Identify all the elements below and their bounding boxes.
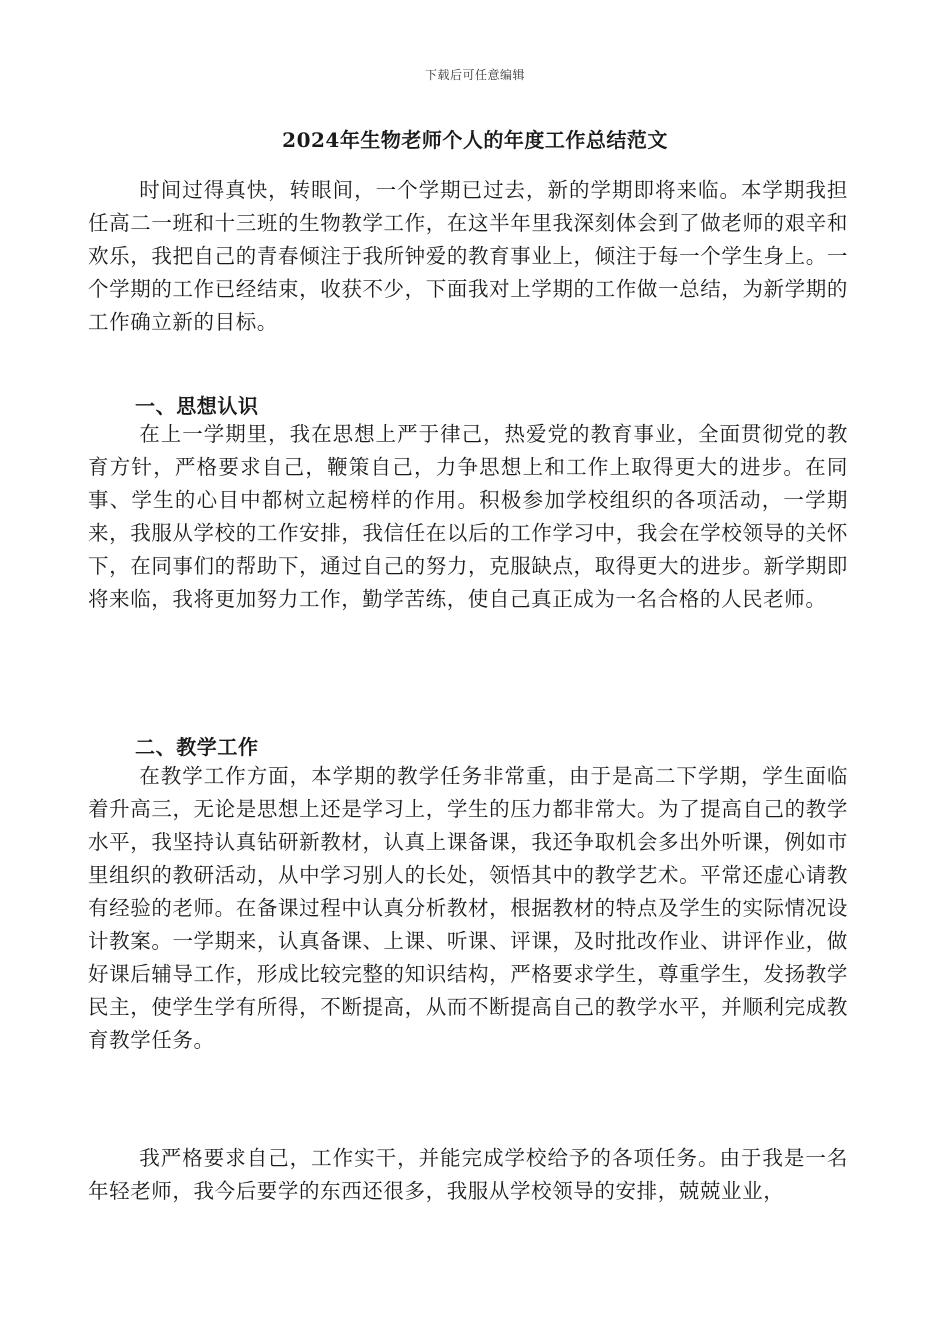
- document-title: 2024年生物老师个人的年度工作总结范文: [282, 128, 668, 152]
- section-1-body: [88, 418, 848, 616]
- section-heading-thought: 一、思想认识: [135, 394, 259, 418]
- section-1-paragraph: 在上一学期里，我在思想上严于律己，热爱党的教育事业，全面贯彻党的教育方针，严格要求自己，鞭策自己，力争思想上和工作上取得更大的进步。在同事、学生的心目中都树立起榜样的作用。积极参加学校组织的各项活动，一学期来，我服从学校的工作安排，我信任在以后的工作学习中，我会在学校领导的关怀下，在同事们的帮助下，通过自己的努力，克服缺点，取得更大的进步。新学期即将来临，我将更加努力工作，勤学苦练，使自己真正成为一名合格的人民老师。: [88, 422, 848, 611]
- section-2-paragraph-1: 在教学工作方面，本学期的教学任务非常重，由于是高二下学期，学生面临着升高三，无论是思想上还是学习上，学生的压力都非常大。为了提高自己的教学水平，我坚持认真钻研新教材，认真上课备课，我还争取机会多出外听课，例如市里组织的教研活动，从中学习别人的长处，领悟其中的教学艺术。平常还虚心请教有经验的老师。在备课过程中认真分析教材，根据教材的特点及学生的实际情况设计教案。一学期来，认真备课、上课、听课、评课，及时批改作业、讲评作业，做好课后辅导工作，形成比较完整的知识结构，严格要求学生，尊重学生，发扬教学民主，使学生学有所得，不断提高，从而不断提高自己的教学水平，并顺利完成教育教学任务。: [88, 764, 848, 1052]
- section-2-paragraph-2: 我严格要求自己，工作实干，并能完成学校给予的各项任务。由于我是一名年轻老师，我今后要学的东西还很多，我服从学校领导的安排，兢兢业业，: [88, 1146, 848, 1203]
- section-2-body-continued: [88, 1142, 848, 1208]
- section-2-body: [88, 760, 848, 1057]
- section-heading-teaching: 二、教学工作: [135, 735, 259, 759]
- header-note: 下载后可任意编辑: [424, 68, 525, 82]
- intro-paragraph: 时间过得真快，转眼间，一个学期已过去，新的学期即将来临。本学期我担任高二一班和十三班的生物教学工作，在这半年里我深刻体会到了做老师的艰辛和欢乐，我把自己的青春倾注于我所钟爱的教育事业上，倾注于每一个学生身上。一个学期的工作已经结束，收获不少，下面我对上学期的工作做一总结，为新学期的工作确立新的目标。: [88, 178, 848, 334]
- intro-paragraph-block: [88, 174, 848, 339]
